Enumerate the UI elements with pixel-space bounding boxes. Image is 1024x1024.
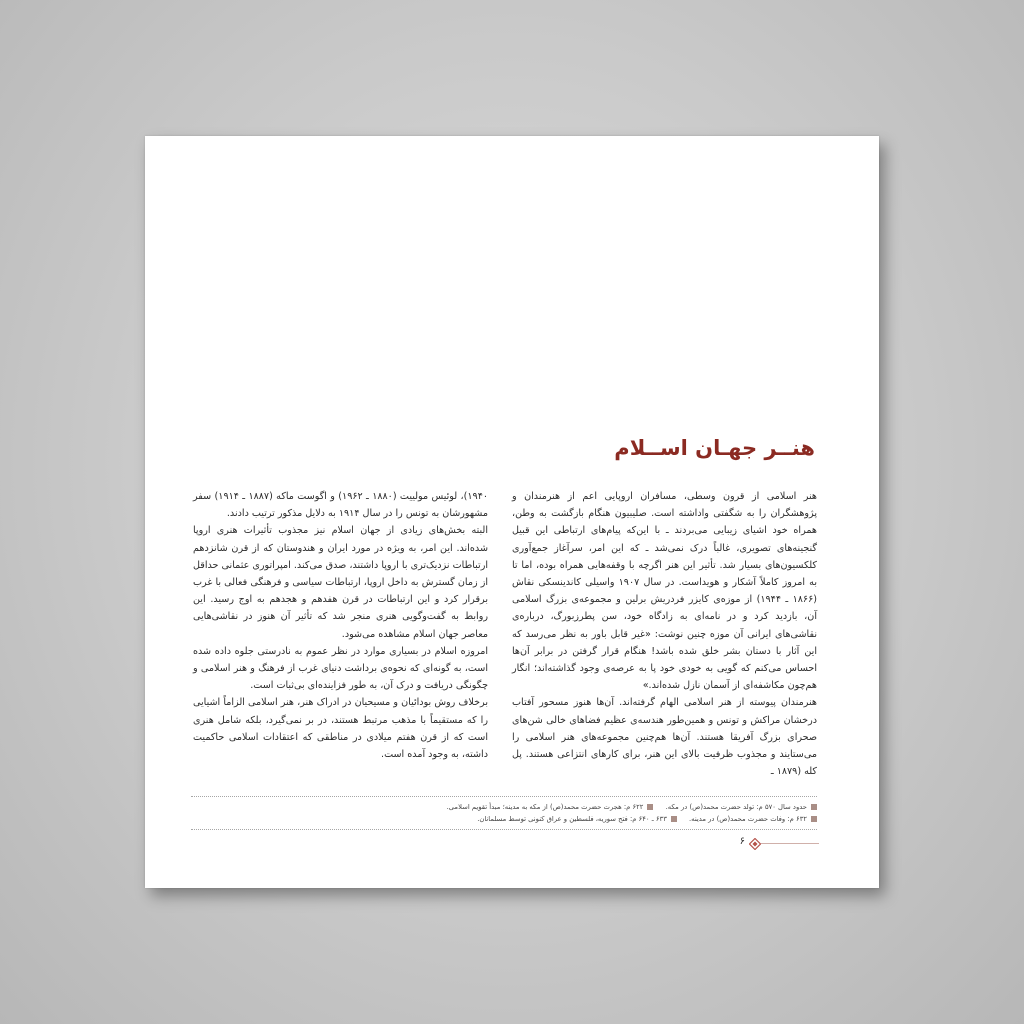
paragraph: ۱۹۴۰)، لوئیس مولییت (۱۸۸۰ ـ ۱۹۶۲) و اگوست ماکه (۱۸۸۷ ـ ۱۹۱۴) سفر مشهورشان به تونس را در سال ۱۹۱۴ به دلایل مذکور ترتیب دادند. <box>193 491 489 520</box>
page-number-rule <box>761 843 819 844</box>
diamond-ornament-icon <box>749 838 761 850</box>
page-number: ۶ <box>739 836 745 847</box>
text-column-left <box>193 488 488 763</box>
paragraph: هنر اسلامی از قرون وسطی، مسافران اروپایی اعم از هنرمندان و پژوهشگران را به شگفتی واداشته است. صلیبیون هنگام بازگشت به وطن، همراه خود اشیای زیبایی می‌بردند ـ با این‌که پیام‌های ارتباطی این قبیل گنجینه‌های تصویری، غالباً درک نمی‌شد ـ که این امر، سرآغاز جمع‌آوری کلکسیون‌های بسیار شد. تأثیر این هنر اگرچه با وقفه‌هایی همراه بوده، اما تا به امروز کاملاً آشکار و هویداست. در سال ۱۹۰۷ واسیلی کاندینسکی نقاش (۱۸۶۶ ـ ۱۹۴۴) از موزه‌ی کایزر فردریش برلین و مجموعه‌ی بزرگ اسلامی آن، بازدید کرد و در نامه‌ای به زادگاه خود، سن پطرزبورگ، درباره‌ی نقاشی‌های ایرانی آن موزه چنین نوشت: «غیر قابل باور به نظر می‌رسد که این آثار با دستان بشر خلق شده باشد! هنگام قرار گرفتن در برابر آن‌ها احساس می‌کنم که گویی به خودی خود پا به عرصه‌ی وجود گذاشته‌اند؛ انگار هم‌چون مکاشفه‌ای از آسمان نازل شده‌اند.» <box>512 491 817 692</box>
footnote-item <box>689 815 817 823</box>
footnote-text: ۶۳۲ م: وفات حضرت محمد(ص) در مدینه. <box>689 815 807 823</box>
square-bullet-icon <box>811 804 817 810</box>
text-column-right <box>512 488 817 780</box>
page-title: هنــر جهـان اســلام <box>614 436 815 460</box>
footnote-text: حدود سال ۵۷۰ م: تولد حضرت محمد(ص) در مکه. <box>665 803 807 811</box>
footnote-line <box>191 813 817 825</box>
square-bullet-icon <box>647 804 653 810</box>
footnote-item <box>666 803 817 811</box>
footnote-divider-top <box>191 796 817 797</box>
footnote-text: ۶۳۳ ـ ۶۴۰ م: فتح سوریه، فلسطین و عراق کنونی توسط مسلمانان. <box>477 815 667 823</box>
footnote-line <box>191 801 817 813</box>
book-page <box>145 136 879 888</box>
paragraph: البته بخش‌های زیادی از جهان اسلام نیز مجذوب تأثیرات هنری اروپا شده‌اند. این امر، به ویژه در مورد ایران و هندوستان که از قرن شانزدهم ارتباطات نزدیک‌تری با اروپا داشتند، صدق می‌کند. امپراتوری عثمانی حداقل از زمان گسترش به داخل اروپا، ارتباطات سیاسی و فرهنگی فعالی با غرب برقرار کرد و این ارتباطات در قرن هفدهم و هجدهم به اوج رسید. این روابط به گفت‌وگویی هنری منجر شد که تأثیر آن هنوز در نقاشی‌هایی معاصر جهان اسلام مشاهده می‌شود. <box>193 525 488 640</box>
footnote-item <box>477 815 677 823</box>
footnote-divider-bottom <box>191 829 817 830</box>
footnote-text: ۶۲۲ م: هجرت حضرت محمد(ص) از مکه به مدینه؛ مبدأ تقویم اسلامی. <box>446 803 644 811</box>
square-bullet-icon <box>671 816 677 822</box>
paragraph: برخلاف روش بودائیان و مسیحیان در ادراک هنر، هنر اسلامی الزاماً اشیایی را که مستقیماً با مذهب مرتبط هستند، در بر نمی‌گیرد، بلکه شامل هنری است که از قرن هفتم میلادی در مناطقی که اعتقادات اسلامی حاکمیت داشته، به وجود آمده است. <box>193 697 488 761</box>
square-bullet-icon <box>811 816 817 822</box>
page-number-block <box>699 836 819 850</box>
paragraph: امروزه اسلام در بسیاری موارد در نظر عموم به نادرستی جلوه داده شده است، به گونه‌ای که نحوه‌ی برداشت دنیای غرب از فرهنگ و هنر اسلامی و چگونگی دریافت و درک آن، به طور فزاینده‌ای بی‌ثبات است. <box>193 645 488 692</box>
paragraph: هنرمندان پیوسته از هنر اسلامی الهام گرفته‌اند. آن‌ها هنوز مسحور آفتاب درخشان مراکش و تونس و همین‌طور هندسه‌ی عظیم فضاهای خالی شن‌های صحرای بزرگ آفریقا هستند. آن‌ها هم‌چنین مجموعه‌های هنر اسلامی را می‌ستایند و مجذوب ظرفیت بالای این هنر، برای کارهای انتزاعی هستند. پل کله (۱۸۷۹ ـ <box>512 697 817 778</box>
footnote-item <box>447 803 654 811</box>
